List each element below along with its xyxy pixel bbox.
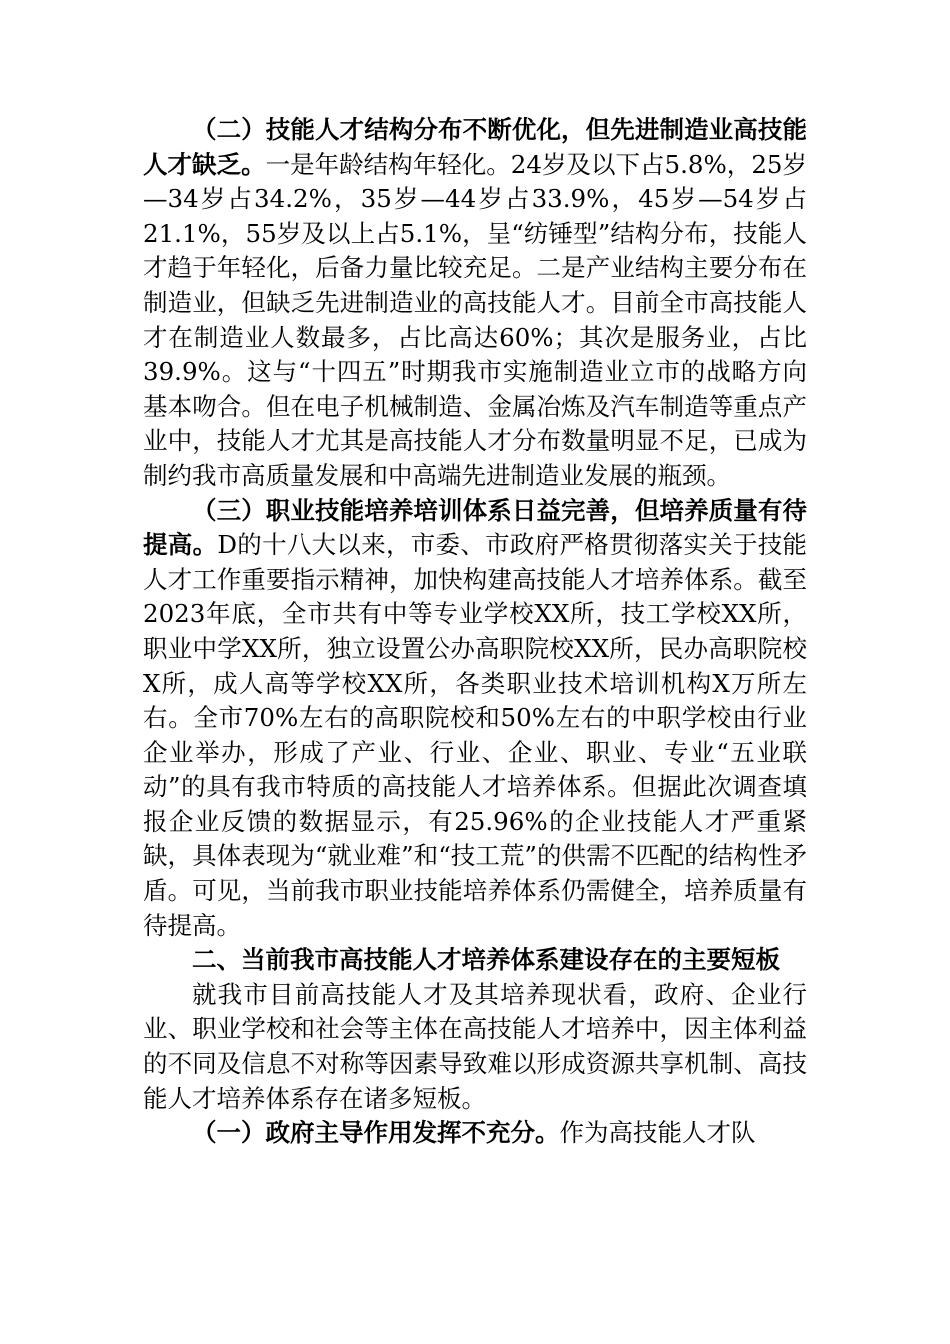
document-page — [143, 113, 807, 1151]
paragraph-lead-heading: （三）职业技能培养培训体系日益完善，但培养质量有待提高。 — [143, 495, 807, 560]
paragraph-talent-structure — [143, 113, 807, 494]
paragraph-shortcomings-intro: 就我市目前高技能人才及其培养现状看，政府、企业行业、职业学校和社会等主体在高技能人才培养中，因主体利益的不同及信息不对称等因素导致难以形成资源共享机制、高技能人才培养体系存在诸多短板。 — [143, 979, 807, 1113]
paragraph-lead-heading: （一）政府主导作用发挥不充分。 — [192, 1118, 560, 1148]
paragraph-body-text: D的十八大以来，市委、市政府严格贯彻落实关于技能人才工作重要指示精神，加快构建高技能人才培养体系。截至2023年底，全市共有中等专业学校XX所，技工学校XX所，职业中学XX所，独立设置公办高职院校XX所，民办高职院校X所，成人高等学校XX所，各类职业技术培训机构X万所左右。全市70%左右的高职院校和50%左右的中职学校由行业企业举办，形成了产业、行业、企业、职业、专业“五业联动”的具有我市特质的高技能人才培养体系。但据此次调查填报企业反馈的数据显示，有25.96%的企业技能人才严重紧缺，具体表现为“就业难”和“技工荒”的供需不匹配的结构性矛盾。可见，当前我市职业技能培养体系仍需健全，培养质量有待提高。 — [143, 530, 808, 940]
paragraph-training-system — [143, 494, 807, 944]
section-heading: 二、当前我市高技能人才培养体系建设存在的主要短板 — [192, 945, 780, 975]
paragraph-body-text: 一是年龄结构年轻化。24岁及以下占5.8%，25岁—34岁占34.2%，35岁—44岁占33.9%，45岁—54岁占21.1%，55岁及以上占5.1%，呈“纺锤型”结构分布，技能人才趋于年轻化，后备力量比较充足。二是产业结构主要分布在制造业，但缺乏先进制造业的高技能人才。目前全市高技能人才在制造业人数最多，占比高达60%；其次是服务业，占比39.9%。这与“十四五”时期我市实施制造业立市的战略方向基本吻合。但在电子机械制造、金属冶炼及汽车制造等重点产业中，技能人才尤其是高技能人才分布数量明显不足，已成为制约我市高质量发展和中高端先进制造业发展的瓶颈。 — [143, 149, 808, 490]
paragraph-lead-heading: （二）技能人才结构分布不断优化，但先进制造业高技能人才缺乏。 — [143, 115, 807, 179]
paragraph-body-text: 作为高技能人才队 — [559, 1118, 756, 1148]
paragraph-government-role — [143, 1116, 807, 1151]
